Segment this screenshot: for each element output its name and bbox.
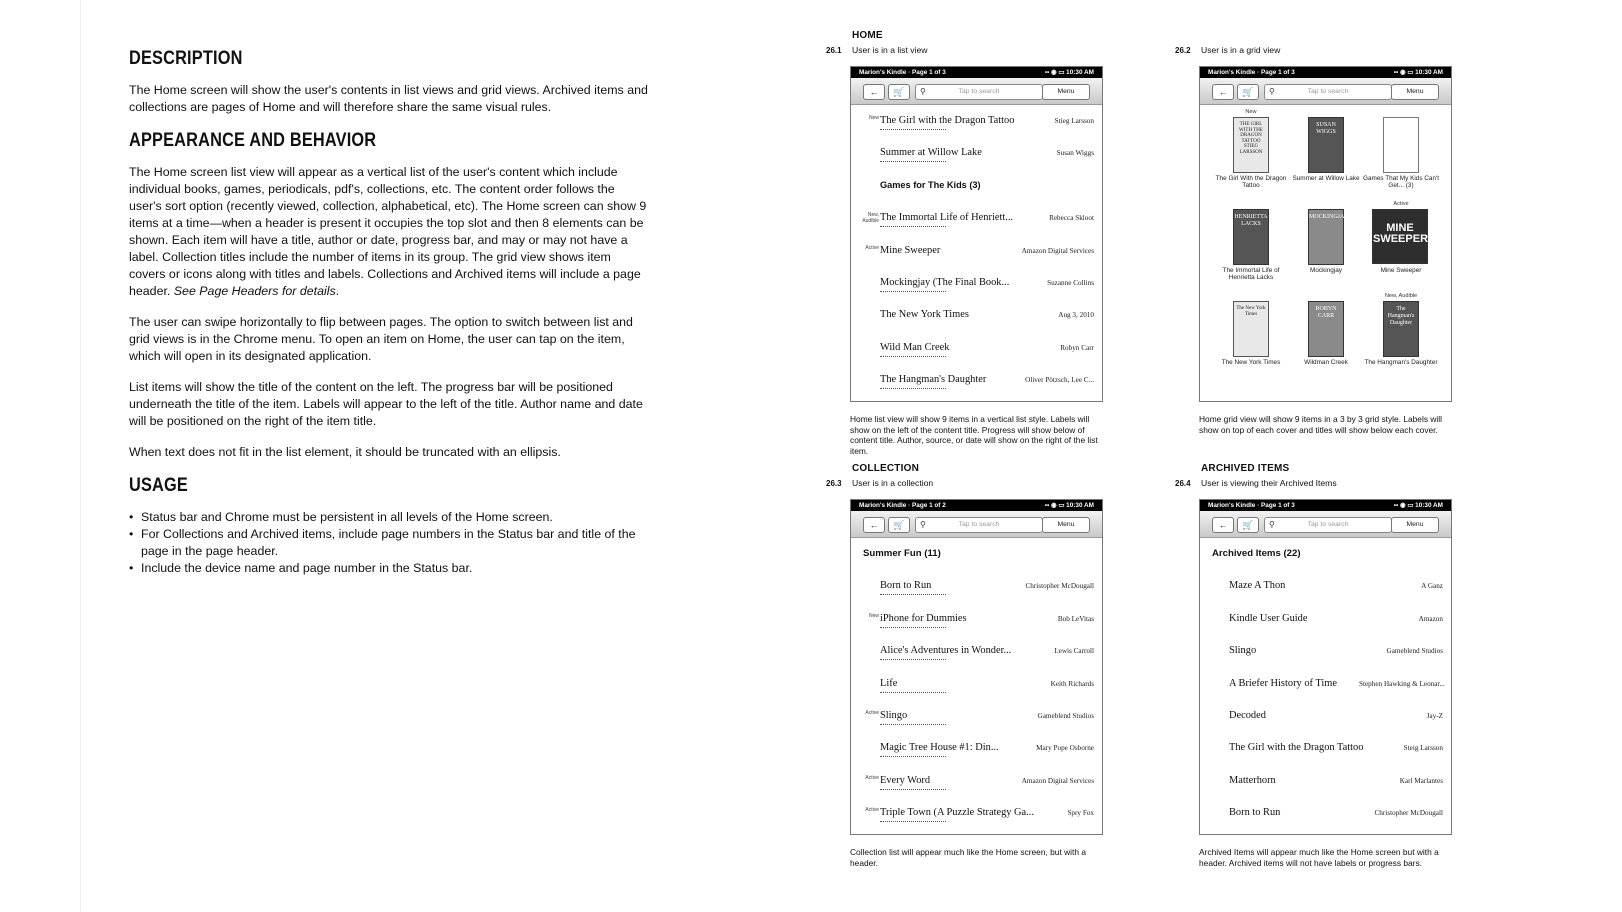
item-author: Jay-Z	[1426, 711, 1443, 720]
item-title: Mine Sweeper	[880, 244, 941, 256]
item-author: Robyn Carr	[1060, 343, 1094, 352]
search-placeholder: Tap to search	[958, 521, 1000, 528]
item-title: Mockingjay (The Final Book...	[880, 276, 1010, 288]
item-title: The Girl With the Dragon Tattoo	[1215, 175, 1287, 190]
item-title: The Immortal Life of Henriett...	[880, 212, 1014, 224]
status-right	[1045, 500, 1094, 511]
fig1-number: 26.1	[826, 46, 842, 55]
cart-icon[interactable]: 🛒	[1237, 517, 1259, 533]
status-icons: ▪▪ ◉ ▭	[1393, 502, 1414, 509]
book-cover: MOCKINGJAY	[1308, 209, 1344, 265]
menu-button[interactable]: Menu	[1391, 84, 1439, 100]
grid-item[interactable]	[1213, 201, 1289, 293]
list-item[interactable]	[1200, 635, 1451, 667]
item-title: Maze A Thon	[1229, 580, 1286, 592]
archived-heading: ARCHIVED ITEMS	[1201, 463, 1290, 474]
status-icons: ▪▪ ◉ ▭	[1044, 502, 1065, 509]
progress-bar	[880, 724, 946, 725]
content-list	[851, 538, 1102, 830]
fig4-subtitle: User is viewing their Archived Items	[1201, 478, 1337, 488]
item-title: Magic Tree House #1: Din...	[880, 742, 999, 754]
search-input[interactable]	[1264, 84, 1392, 100]
appearance-paragraph-4: When text does not fit in the list element, it should be truncated with an ellipsis.	[129, 445, 561, 459]
chrome-toolbar	[851, 511, 1102, 538]
collection-screen	[850, 499, 1103, 835]
item-label: New	[1245, 109, 1257, 115]
status-bar: Marion's Kindle · Page 1 of 3 ▪▪ ◉ ▭ 10:30 AM	[1200, 500, 1451, 511]
list-item[interactable]	[851, 235, 1102, 267]
back-icon[interactable]: ←	[1212, 84, 1234, 100]
content-list	[851, 105, 1102, 397]
search-placeholder: Tap to search	[958, 88, 1000, 95]
progress-bar	[880, 789, 946, 790]
list-item[interactable]	[851, 797, 1102, 829]
status-icons: ▪▪ ◉ ▭	[1044, 69, 1065, 76]
progress-bar	[880, 356, 946, 357]
item-title: The Hangman's Daughter	[880, 374, 987, 386]
list-item[interactable]	[1200, 570, 1451, 602]
menu-button[interactable]: Menu	[1042, 84, 1090, 100]
grid-item[interactable]	[1288, 293, 1364, 385]
progress-bar	[880, 627, 946, 628]
item-title: The Immortal Life of Henrietta Lacks	[1222, 267, 1280, 282]
item-author: Gameblend Studios	[1037, 711, 1094, 720]
caption-collection: Collection list will appear much like the Home screen, but with a header.	[850, 847, 1087, 868]
item-label: Active	[865, 709, 879, 716]
list-item[interactable]	[851, 570, 1102, 602]
item-author: Rebecca Skloot	[1049, 214, 1094, 223]
grid-item[interactable]	[1363, 293, 1439, 385]
item-title: Mockingjay	[1310, 267, 1342, 274]
item-title: Wild Man Creek	[880, 341, 950, 353]
home-heading: HOME	[852, 30, 883, 41]
item-title: The Hangman's Daughter	[1364, 359, 1438, 366]
item-author: Mary Pope Osborne	[1036, 744, 1094, 753]
grid-item[interactable]	[1213, 293, 1289, 385]
item-label: Active	[865, 807, 879, 814]
progress-bar	[880, 161, 946, 162]
item-author: Aug 3, 2010	[1058, 311, 1094, 320]
item-label: New, Audible	[862, 212, 879, 225]
item-title: Games for The Kids (3)	[880, 179, 981, 190]
item-title: Matterhorn	[1229, 774, 1276, 786]
menu-button[interactable]: Menu	[1391, 517, 1439, 533]
device-name: Marion's Kindle	[1208, 69, 1256, 76]
search-icon: ⚲	[920, 87, 926, 96]
item-title: Slingo	[1229, 645, 1257, 657]
item-title: Games That My Kids Can't Get... (3)	[1362, 175, 1440, 190]
status-icons: ▪▪ ◉ ▭	[1393, 69, 1414, 76]
item-label: New	[868, 115, 879, 121]
appearance-paragraph-1: The Home screen list view will appear as a vertical list of the user's content which include individual books, games, periodicals, pdf's, collections, etc. The content order follows the user's sort option (recently viewed, collection, alphabetical, etc). The Home screen can show 9 items at a time—when a header is present it occupies the top slot and then 8 elements can be shown. Each item will have a title, author or date, progress bar, and may or may not have a label. Collection titles include the number of items in its group. The grid view shows item covers or icons along with titles and labels. Collections and Archived items will include a page header. See Page Headers for details.	[129, 165, 647, 298]
page-header	[851, 538, 1102, 570]
list-item[interactable]	[851, 267, 1102, 299]
status-bar: Marion's Kindle · Page 1 of 3 ▪▪ ◉ ▭ 10:30 AM	[851, 67, 1102, 78]
clock: 10:30 AM	[1066, 502, 1094, 509]
book-cover	[1383, 117, 1419, 173]
appearance-paragraph-3: List items will show the title of the content on the left. The progress bar will be positioned underneath the title of the item. Labels will appear to the left of the title. Author name and date will be positioned on the right of the item title.	[129, 380, 643, 428]
appearance-paragraph-2: The user can swipe horizontally to flip between pages. The option to switch between list and grid views is in the Chrome menu. To open an item on Home, the user can tap on the item, which will open in its designated application.	[129, 315, 633, 363]
status-bar: Marion's Kindle · Page 1 of 3 ▪▪ ◉ ▭ 10:30 AM	[1200, 67, 1451, 78]
progress-bar	[880, 659, 946, 660]
caption-home-grid: Home grid view will show 9 items in a 3 by 3 grid style. Labels will show on top of each cover and titles will show below each cover.	[1199, 414, 1442, 435]
item-label: Active	[865, 774, 879, 781]
list-item[interactable]	[1200, 603, 1451, 635]
list-item[interactable]	[851, 700, 1102, 732]
list-item[interactable]	[1200, 797, 1451, 829]
usage-item: • For Collections and Archived items, include page numbers in the Status bar and title of the page in the page header.	[129, 526, 649, 560]
item-label: New	[868, 612, 879, 619]
progress-bar	[880, 756, 946, 757]
back-icon[interactable]: ←	[1212, 517, 1234, 533]
page-header-title: Summer Fun (11)	[863, 548, 941, 559]
search-input[interactable]	[915, 84, 1043, 100]
home-list-screen	[850, 66, 1103, 402]
list-item[interactable]	[851, 603, 1102, 635]
item-author: Christopher McDougall	[1374, 809, 1443, 818]
item-author: Amazon Digital Services	[1021, 776, 1094, 785]
list-item[interactable]	[1200, 668, 1451, 700]
list-item[interactable]	[851, 170, 1102, 202]
item-author: Steig Larsson	[1403, 744, 1443, 753]
clock: 10:30 AM	[1415, 502, 1443, 509]
search-icon: ⚲	[920, 520, 926, 529]
item-author: Christopher McDougall	[1025, 582, 1094, 591]
grid-item[interactable]	[1213, 109, 1289, 201]
fig2-number: 26.2	[1175, 46, 1191, 55]
appearance-p1-text: The Home screen list view will appear as a vertical list of the user's content which include individual books, games, periodicals, pdf's, collections, etc. The content order follows the user's sort option (recently viewed, collection, alphabetical, etc). The Home screen can show 9 items at a time—when a header is present it occupies the top slot and then 8 elements can be shown. Each item will have a title, author or date, progress bar, and may or may not have a label. Collection titles include the number of items in its group. The grid view shows item covers or icons along with titles and labels. Collections and Archived items will include a page header.	[129, 165, 647, 298]
item-title: The New York Times	[1221, 359, 1281, 366]
device-name: Marion's Kindle	[859, 69, 907, 76]
book-cover: ROBYN CARR	[1308, 301, 1344, 357]
spec-text-column	[129, 48, 649, 577]
usage-list	[129, 509, 649, 577]
item-title: Slingo	[880, 709, 908, 721]
item-author: A Ganz	[1421, 582, 1443, 591]
cart-icon[interactable]: 🛒	[888, 517, 910, 533]
item-title: Triple Town (A Puzzle Strategy Ga...	[880, 807, 1034, 819]
chrome-toolbar	[851, 78, 1102, 105]
item-title: Alice's Adventures in Wonder...	[880, 645, 1012, 657]
list-item[interactable]	[851, 765, 1102, 797]
home-grid-screen	[1199, 66, 1452, 402]
item-title: The Girl with the Dragon Tattoo	[880, 115, 1015, 126]
search-icon: ⚲	[1269, 87, 1275, 96]
chrome-toolbar	[1200, 511, 1451, 538]
page-edge-divider	[80, 0, 81, 912]
item-title: Kindle User Guide	[1229, 612, 1308, 624]
grid-item[interactable]	[1288, 201, 1364, 293]
fig1-subtitle: User is in a list view	[852, 45, 928, 55]
item-author: Stieg Larsson	[1054, 117, 1094, 125]
back-icon[interactable]: ←	[863, 517, 885, 533]
caption-archived: Archived Items will appear much like the Home screen but with a header. Archived items will not have labels or progress bars.	[1199, 847, 1439, 868]
page-headers-reference: See Page Headers for details	[173, 284, 336, 298]
page-indicator: Page 1 of 3	[912, 69, 946, 76]
collection-heading: COLLECTION	[852, 463, 919, 474]
item-title: Wildman Creek	[1304, 359, 1348, 366]
progress-bar	[880, 692, 946, 693]
item-title: The New York Times	[880, 309, 969, 321]
item-label: Active	[1393, 201, 1409, 207]
description-text: The Home screen will show the user's contents in list views and grid views. Archived items and collections are pages of Home and will therefore share the same visual rules.	[129, 83, 648, 114]
item-title: Mine Sweeper	[1380, 267, 1422, 274]
search-placeholder: Tap to search	[1307, 521, 1349, 528]
item-title: Born to Run	[880, 580, 932, 592]
search-input[interactable]	[1264, 517, 1392, 533]
item-author: Oliver Pötzsch, Lee C...	[1025, 376, 1094, 385]
cart-icon[interactable]: 🛒	[1237, 84, 1259, 100]
book-cover: MINE SWEEPER	[1372, 209, 1428, 264]
fig3-subtitle: User is in a collection	[852, 478, 934, 488]
chrome-toolbar	[1200, 78, 1451, 105]
page-header-title: Archived Items (22)	[1212, 548, 1301, 559]
progress-bar	[880, 388, 946, 389]
grid-item[interactable]	[1363, 201, 1439, 293]
clock: 10:30 AM	[1066, 69, 1094, 76]
book-cover: SUSAN WIGGS	[1308, 117, 1344, 173]
page-header	[1200, 538, 1451, 570]
appearance-heading: APPEARANCE AND BEHAVIOR	[129, 130, 377, 151]
list-item[interactable]	[851, 732, 1102, 764]
caption-home-list: Home list view will show 9 items in a vertical list style. Labels will show on the left of the content title. Progress will show below of content title. Author, source, or date will show on the right of the list item.	[850, 414, 1098, 456]
list-item[interactable]	[851, 105, 1102, 137]
list-item[interactable]	[851, 137, 1102, 169]
progress-bar	[880, 594, 946, 595]
book-cover: The Hangman's Daughter	[1383, 301, 1419, 357]
progress-bar	[880, 226, 946, 227]
archived-screen	[1199, 499, 1452, 835]
list-item[interactable]	[851, 202, 1102, 234]
status-bar: Marion's Kindle · Page 1 of 2 ▪▪ ◉ ▭ 10:30 AM	[851, 500, 1102, 511]
item-author: Stephen Hawking & Leonar...	[1359, 679, 1445, 688]
page-indicator: Page 1 of 3	[1261, 69, 1295, 76]
search-icon: ⚲	[1269, 520, 1275, 529]
book-cover: The New York Times	[1233, 301, 1269, 357]
list-item[interactable]	[851, 299, 1102, 331]
page-indicator: Page 1 of 2	[912, 502, 946, 509]
menu-button[interactable]: Menu	[1042, 517, 1090, 533]
item-author: Suzanne Collins	[1047, 278, 1094, 287]
progress-bar	[880, 129, 946, 130]
search-input[interactable]	[915, 517, 1043, 533]
cart-icon[interactable]: 🛒	[888, 84, 910, 100]
status-right	[1394, 500, 1443, 511]
item-author: Lewis Carroll	[1054, 647, 1094, 656]
item-author: Susan Wiggs	[1056, 149, 1094, 158]
item-author: Karl Marlantes	[1399, 776, 1443, 785]
item-title: Every Word	[880, 774, 931, 786]
device-name: Marion's Kindle	[1208, 502, 1256, 509]
list-item[interactable]	[1200, 700, 1451, 732]
fig4-number: 26.4	[1175, 479, 1191, 488]
list-item[interactable]	[851, 668, 1102, 700]
device-name: Marion's Kindle	[859, 502, 907, 509]
fig3-number: 26.3	[826, 479, 842, 488]
page-indicator: Page 1 of 3	[1261, 502, 1295, 509]
search-placeholder: Tap to search	[1307, 88, 1349, 95]
description-heading: DESCRIPTION	[129, 48, 243, 69]
item-label: Active	[865, 244, 879, 251]
item-author: Gameblend Studios	[1386, 647, 1443, 656]
item-author: Amazon	[1418, 614, 1443, 623]
item-author: Amazon Digital Services	[1021, 246, 1094, 255]
progress-bar	[880, 821, 946, 822]
grid-item[interactable]	[1288, 109, 1364, 201]
item-title: Born to Run	[1229, 807, 1281, 819]
item-author: Bob LeVitas	[1057, 614, 1094, 623]
book-cover: HENRIETTA LACKS	[1233, 209, 1269, 265]
list-item[interactable]	[1200, 765, 1451, 797]
content-list	[1200, 538, 1451, 830]
progress-bar	[880, 291, 946, 292]
item-title: The Girl with the Dragon Tattoo	[1229, 742, 1364, 754]
item-title: Decoded	[1229, 709, 1266, 721]
book-cover: THE GIRL WITH THE DRAGON TATTOO STIEG LARSSON	[1233, 117, 1269, 173]
usage-heading: USAGE	[129, 475, 188, 496]
usage-item: • Status bar and Chrome must be persistent in all levels of the Home screen.	[129, 509, 649, 526]
list-item[interactable]	[851, 364, 1102, 396]
item-title: Life	[880, 677, 898, 689]
list-item[interactable]	[851, 635, 1102, 667]
fig2-subtitle: User is in a grid view	[1201, 45, 1281, 55]
item-label: New, Audible	[1384, 293, 1418, 299]
item-title: A Briefer History of Time	[1229, 677, 1337, 689]
item-author: Keith Richards	[1050, 679, 1094, 688]
status-right	[1394, 67, 1443, 78]
item-author: Spry Fox	[1067, 809, 1094, 818]
back-icon[interactable]: ←	[863, 84, 885, 100]
grid-item[interactable]	[1363, 109, 1439, 201]
clock: 10:30 AM	[1415, 69, 1443, 76]
item-title: Summer at Willow Lake	[1292, 175, 1360, 182]
item-title: Summer at Willow Lake	[880, 147, 982, 159]
list-item[interactable]	[1200, 732, 1451, 764]
status-right	[1045, 67, 1094, 78]
item-title: iPhone for Dummies	[880, 612, 967, 624]
list-item[interactable]	[851, 332, 1102, 364]
usage-item: • Include the device name and page number in the Status bar.	[129, 560, 649, 577]
